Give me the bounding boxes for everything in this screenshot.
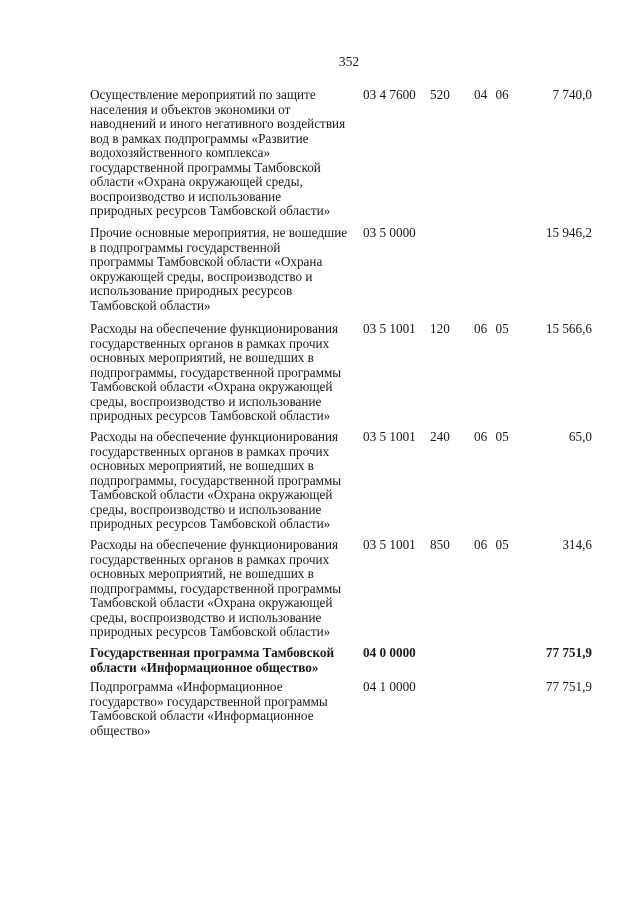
row-amount: 15 946,2 (545, 225, 592, 240)
row-description: Расходы на обеспечение функционирования государственных органов в рамках прочих основных мероприятий, не вошедших в подпрограммы, государственной программы Тамбовской области «Охрана окружающей среды, воспроизводство и использование природных ресурсов Тамбовской области» (90, 429, 342, 531)
row-description: Расходы на обеспечение функционирования государственных органов в рамках прочих основных мероприятий, не вошедших в подпрограммы, государственной программы Тамбовской области «Охрана окружающей среды, воспроизводство и использование природных ресурсов Тамбовской области» (90, 537, 342, 639)
row-amount: 65,0 (568, 429, 592, 444)
row-amount: 77 751,9 (545, 645, 592, 660)
page-number: 352 (338, 54, 360, 69)
row-section: 06 05 (474, 429, 509, 444)
row-target-code: 03 4 7600 (363, 87, 416, 102)
row-target-code: 03 5 1001 (363, 429, 416, 444)
row-description: Прочие основные мероприятия, не вошедшие в подпрограммы государственной программы Тамбовской области «Охрана окружающей среды, воспроизводство и использование природных ресурсов Тамбовской области» (90, 225, 348, 313)
row-target-code: 04 1 0000 (363, 679, 416, 694)
row-target-code: 04 0 0000 (363, 645, 416, 660)
row-expense-type: 850 (430, 537, 450, 552)
row-target-code: 03 5 0000 (363, 225, 416, 240)
row-expense-type: 120 (430, 321, 450, 336)
row-amount: 77 751,9 (545, 679, 592, 694)
row-expense-type: 520 (430, 87, 450, 102)
row-description: Подпрограмма «Информационное государство» государственной программы Тамбовской области «Информационное общество» (90, 679, 328, 738)
row-target-code: 03 5 1001 (363, 321, 416, 336)
row-expense-type: 240 (430, 429, 450, 444)
row-target-code: 03 5 1001 (363, 537, 416, 552)
row-amount: 7 740,0 (552, 87, 592, 102)
row-section: 06 05 (474, 321, 509, 336)
row-description: Государственная программа Тамбовской области «Информационное общество» (90, 645, 335, 675)
row-description: Осуществление мероприятий по защите населения и объектов экономики от наводнений и иного негативного воздействия вод в рамках подпрограммы «Развитие водохозяйственного комплекса» государственной программы Тамбовской области «Охрана окружающей среды, воспроизводство и использование природных ресурсов Тамбовской области» (90, 87, 346, 218)
row-amount: 314,6 (562, 537, 592, 552)
row-amount: 15 566,6 (545, 321, 592, 336)
row-section: 04 06 (474, 87, 509, 102)
row-section: 06 05 (474, 537, 509, 552)
row-description: Расходы на обеспечение функционирования государственных органов в рамках прочих основных мероприятий, не вошедших в подпрограммы, государственной программы Тамбовской области «Охрана окружающей среды, воспроизводство и использование природных ресурсов Тамбовской области» (90, 321, 342, 423)
